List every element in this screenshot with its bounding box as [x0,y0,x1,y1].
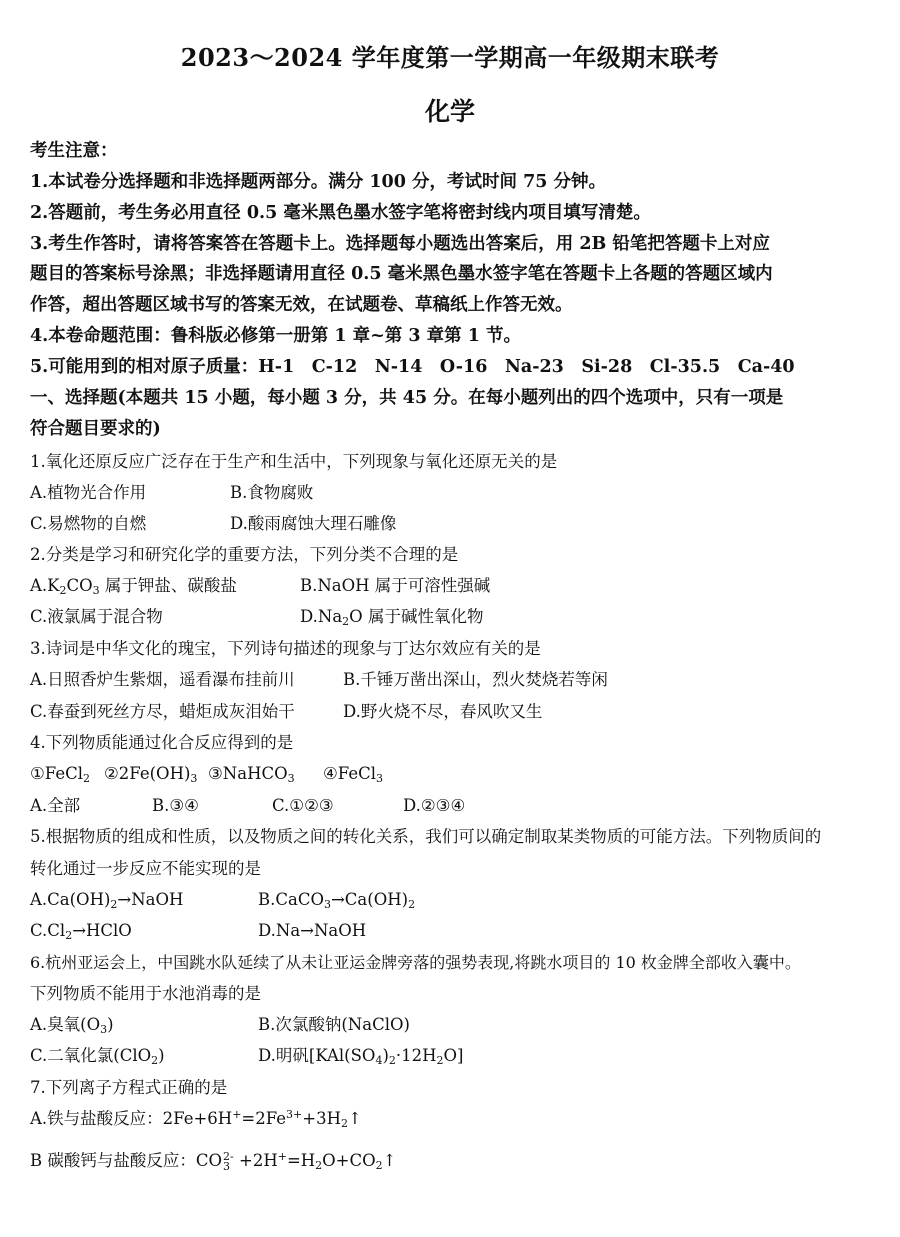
q3-option-d: D.野火烧不尽，春风吹又生 [343,702,543,721]
carbonate-charge: 2- 3 [223,1149,234,1173]
q2-option-a: $A.K_2CO_3$ 属于钾盐、碳酸盐 [30,576,237,597]
q4-option-a: A.全部 [30,796,81,815]
subject-title: 化学 [424,97,475,126]
q6-option-c: C.二氧化氯(ClO$_2$) [30,1046,165,1067]
section-heading: 一、选择题(本题共 15 小题，每小题 3 分，共 45 分。在每小题列出的四个选项中，只有一项是 [30,388,784,408]
q3-option-a: A.日照香炉生紫烟，遥看瀑布挂前川 [30,670,295,689]
notice-item-4: 4.本卷命题范围：鲁科版必修第一册第 1 章~第 3 章第 1 节。 [30,326,522,346]
q1-option-a: A.植物光合作用 [30,483,147,502]
section-heading-cont: 符合题目要求的) [30,419,161,439]
q3-option-b: B.千锤万凿出深山，烈火焚烧若等闲 [343,670,608,689]
question-2-stem: 2.分类是学习和研究化学的重要方法，下列分类不合理的是 [30,545,459,564]
q4-item-2: $②2Fe(OH)_3$ [104,764,198,785]
q4-option-d: D.②③④ [403,796,466,815]
q7-option-a: A.铁与盐酸反应：$2Fe+6H^+=2Fe^{3+}+3H_2↑$ [30,1108,362,1130]
question-5-stem: 5.根据物质的组成和性质，以及物质之间的转化关系，我们可以确定制取某类物质的可能方法。下列物质间的 [30,827,822,846]
q5-option-d: D.Na→NaOH [258,921,367,940]
q6-option-a: A.臭氧$(O_3)$ [30,1015,114,1036]
q4-item-1: ①FeCl$_2$ [30,764,91,785]
q5-option-a: $A.Ca(OH)_2\to NaOH$ [30,890,184,911]
notice-item-3: 3.考生作答时，请将答案答在答题卡上。选择题每小题选出答案后，用 2B 铅笔把答题卡上对应 [30,234,770,254]
question-4-stem: 4.下列物质能通过化合反应得到的是 [30,733,294,752]
q4-item-4: ④FeCl$_3$ [323,764,384,785]
notice-item-1: 1.本试卷分选择题和非选择题两部分。满分 100 分，考试时间 75 分钟。 [30,172,607,192]
q4-item-3: ③NaHCO$_3$ [208,764,295,785]
q6-option-b: B.次氯酸钠(NaClO) [258,1015,410,1034]
q4-option-c: C.①②③ [272,796,334,815]
notice-item-5: 5.可能用到的相对原子质量：H-1 C-12 N-14 O-16 Na-23 Si-28 Cl-35.5 Ca-40 [30,357,795,377]
notice-item-3-cont: 题目的答案标号涂黑；非选择题请用直径 0.5 毫米黑色墨水签字笔在答题卡上各题的答题区域内 [30,264,773,284]
q1-option-c: C.易燃物的自燃 [30,514,147,533]
q3-option-c: C.春蚕到死丝方尽，蜡炬成灰泪始干 [30,702,295,721]
q1-option-b: B.食物腐败 [230,483,314,502]
q5-option-c: $C.Cl_2\to HClO$ [30,921,132,942]
q2-option-d: $D.Na_2O$ 属于碱性氧化物 [300,607,484,628]
q4-option-b: B.③④ [152,796,199,815]
q5-option-b: $B.CaCO_3\to Ca(OH)_2$ [258,890,416,911]
q2-option-b: B.NaOH 属于可溶性强碱 [300,576,491,595]
q1-option-d: D.酸雨腐蚀大理石雕像 [230,514,397,533]
notice-heading: 考生注意： [30,141,118,161]
q6-option-d: D.明矾$[KAl(SO_4)_2\cdot 12H_2O]$ [258,1046,464,1067]
question-7-stem: 7.下列离子方程式正确的是 [30,1078,228,1097]
exam-title: 2023～2024 学年度第一学期高一年级期末联考 [180,43,720,72]
q2-option-c: C.液氯属于混合物 [30,607,163,626]
notice-item-2: 2.答题前，考生务必用直径 0.5 毫米黑色墨水签字笔将密封线内项目填写清楚。 [30,203,651,223]
q7-option-b: B 碳酸钙与盐酸反应：CO 2- 3 $+2H^+=H_2O+CO_2↑$ [30,1149,397,1173]
question-6-stem-cont: 下列物质不能用于水池消毒的是 [30,984,261,1003]
notice-item-3-cont2: 作答，超出答题区域书写的答案无效，在试题卷、草稿纸上作答无效。 [30,295,573,315]
question-6-stem: 6.杭州亚运会上，中国跳水队延续了从未让亚运金牌旁落的强势表现,将跳水项目的 10 枚金牌全部收入囊中。 [30,953,801,972]
question-3-stem: 3.诗词是中华文化的瑰宝，下列诗句描述的现象与丁达尔效应有关的是 [30,639,541,658]
question-1-stem: 1.氧化还原反应广泛存在于生产和生活中，下列现象与氧化还原无关的是 [30,452,558,471]
question-5-stem-cont: 转化通过一步反应不能实现的是 [30,859,261,878]
